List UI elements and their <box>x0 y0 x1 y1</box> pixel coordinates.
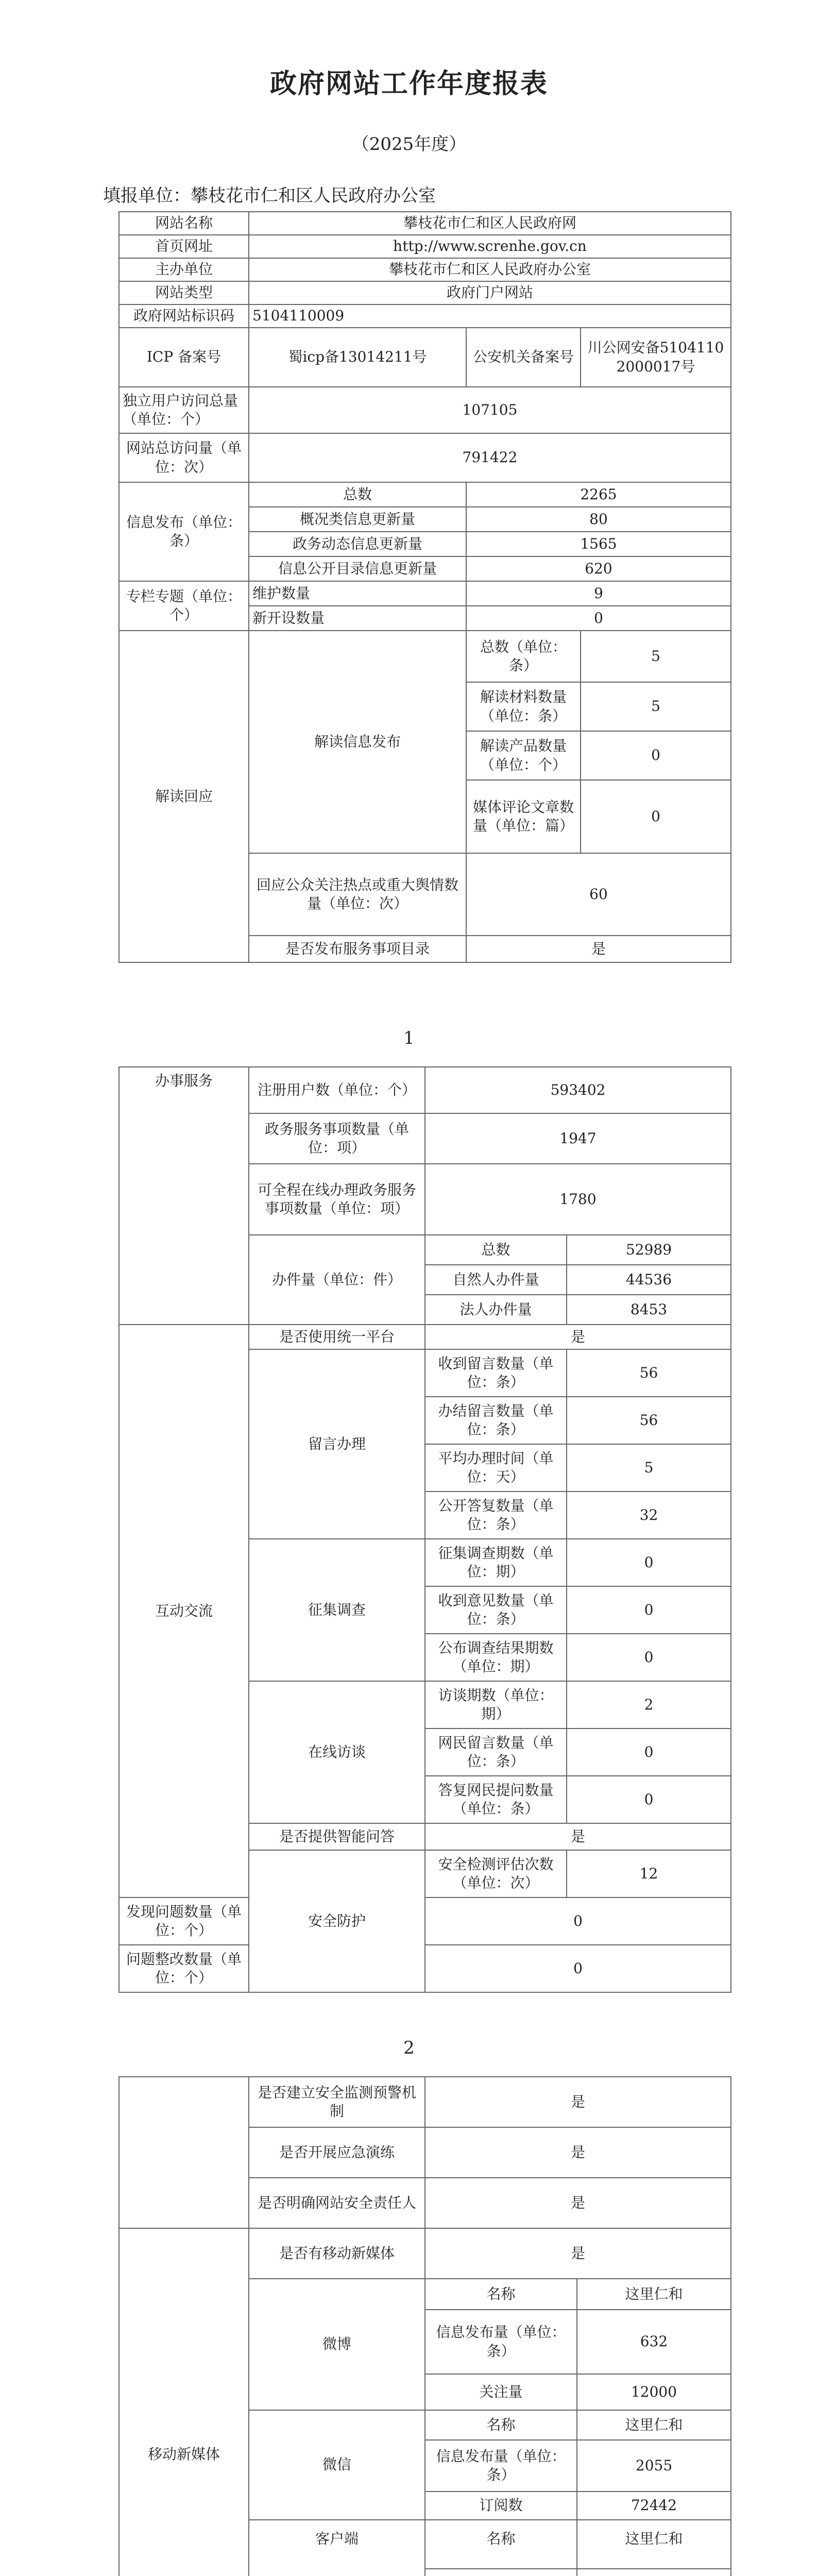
survey-pub-label: 公布调查结果期数（单位：期） <box>425 1634 567 1681</box>
app-pub-value <box>577 2569 731 2576</box>
monitor-label: 是否建立安全监测预警机制 <box>249 2077 425 2127</box>
page-number-2: 2 <box>403 2038 415 2058</box>
security-section-label: 安全防护 <box>249 1850 425 1992</box>
pv-label: 网站总访问量（单位：次） <box>119 433 249 482</box>
survey-recv-label: 收到意见数量（单位：条） <box>425 1586 567 1634</box>
sec-found-label: 发现问题数量（单位：个） <box>119 1897 249 1945</box>
site-code-label: 政府网站标识码 <box>119 304 249 328</box>
host-label: 主办单位 <box>119 258 249 281</box>
report-table-page1 <box>118 211 731 963</box>
sec-fixed-label: 问题整改数量（单位：个） <box>119 1945 249 1992</box>
interpret-material-label: 解读材料数量（单位：条） <box>466 682 581 731</box>
msg-recv-value: 56 <box>567 1349 731 1397</box>
weibo-name-label: 名称 <box>425 2279 577 2310</box>
service-section-label: 办事服务 <box>119 1067 249 1325</box>
wechat-label: 微信 <box>249 2410 425 2520</box>
site-name-value: 攀枝花市仁和区人民政府网 <box>249 212 731 235</box>
info-open-value: 620 <box>466 556 731 581</box>
weibo-fans-value: 12000 <box>577 2374 731 2410</box>
survey-section-label: 征集调查 <box>249 1539 425 1681</box>
interpret-total-value: 5 <box>581 631 731 682</box>
duty-label: 是否明确网站安全责任人 <box>249 2178 425 2228</box>
msg-time-label: 平均办理时间（单位：天） <box>425 1444 567 1492</box>
msg-time-value: 5 <box>567 1444 731 1492</box>
wechat-sub-label: 订阅数 <box>425 2492 577 2520</box>
platform-value: 是 <box>425 1325 731 1349</box>
interpret-respond-value: 60 <box>466 853 731 936</box>
weibo-fans-label: 关注量 <box>425 2374 577 2410</box>
survey-n-label: 征集调查期数（单位：期） <box>425 1539 567 1586</box>
interpret-media-value: 0 <box>581 780 731 853</box>
media-has-label: 是否有移动新媒体 <box>249 2228 425 2279</box>
info-section-label: 信息发布（单位：条） <box>119 482 249 581</box>
icp-value: 蜀icp备13014211号 <box>249 328 466 387</box>
sec-found-value: 0 <box>425 1897 731 1945</box>
wechat-pub-label: 信息发布量（单位：条） <box>425 2440 577 2492</box>
service-items-label: 政务服务事项数量（单位：项） <box>249 1113 425 1164</box>
duty-value: 是 <box>425 2178 731 2228</box>
url-value: http://www.screnhe.gov.cn <box>249 235 731 258</box>
security-continued-label <box>119 2077 249 2228</box>
app-label: 客户端 <box>249 2520 425 2576</box>
interpret-respond-label: 回应公众关注热点或重大舆情数量（单位：次） <box>249 853 466 936</box>
service-handle-label: 办件量（单位：件） <box>249 1235 425 1325</box>
app-name-value: 这里仁和 <box>577 2520 731 2569</box>
pv-value: 791422 <box>249 433 731 482</box>
interpret-total-label: 总数（单位：条） <box>466 631 581 682</box>
handle-person-value: 44536 <box>567 1265 731 1295</box>
wechat-pub-value: 2055 <box>577 2440 731 2492</box>
talk-ans-label: 答复网民提问数量（单位：条） <box>425 1776 567 1823</box>
talk-n-label: 访谈期数（单位：期） <box>425 1681 567 1728</box>
report-table-page3 <box>118 2076 731 2576</box>
monitor-value: 是 <box>425 2077 731 2127</box>
talk-msg-label: 网民留言数量（单位：条） <box>425 1728 567 1776</box>
site-type-value: 政府门户网站 <box>249 281 731 304</box>
police-label: 公安机关备案号 <box>466 328 581 387</box>
uv-label: 独立用户访问总量（单位：个） <box>119 387 249 433</box>
msg-section-label: 留言办理 <box>249 1349 425 1539</box>
police-value: 川公网安备51041102000017号 <box>581 328 731 387</box>
info-news-value: 1565 <box>466 532 731 556</box>
wechat-name-value: 这里仁和 <box>577 2410 731 2440</box>
handle-legal-label: 法人办件量 <box>425 1295 567 1325</box>
drill-value: 是 <box>425 2127 731 2178</box>
interpret-publish-label: 解读信息发布 <box>249 631 466 853</box>
interact-section-label: 互动交流 <box>119 1325 249 1897</box>
drill-label: 是否开展应急演练 <box>249 2127 425 2178</box>
catalog-value: 是 <box>466 936 731 962</box>
site-type-label: 网站类型 <box>119 281 249 304</box>
platform-label: 是否使用统一平台 <box>249 1325 425 1349</box>
page-number-1: 1 <box>403 1028 415 1048</box>
weibo-name-value: 这里仁和 <box>577 2279 731 2310</box>
sec-check-value: 12 <box>567 1850 731 1897</box>
column-new-value: 0 <box>466 606 731 631</box>
site-code-value: 5104110009 <box>249 304 731 328</box>
msg-recv-label: 收到留言数量（单位：条） <box>425 1349 567 1397</box>
app-pub-label <box>425 2569 577 2576</box>
handle-legal-value: 8453 <box>567 1295 731 1325</box>
info-news-label: 政务动态信息更新量 <box>249 532 466 556</box>
info-overview-value: 80 <box>466 507 731 532</box>
app-name-label: 名称 <box>425 2520 577 2569</box>
interpret-product-label: 解读产品数量（单位：个） <box>466 731 581 780</box>
survey-n-value: 0 <box>567 1539 731 1586</box>
service-online-label: 可全程在线办理政务服务事项数量（单位：项） <box>249 1164 425 1235</box>
wechat-name-label: 名称 <box>425 2410 577 2440</box>
reporting-unit: 填报单位：攀枝花市仁和区人民政府办公室 <box>103 185 436 206</box>
msg-done-value: 56 <box>567 1397 731 1444</box>
uv-value: 107105 <box>249 387 731 433</box>
interpret-section-label: 解读回应 <box>119 631 249 962</box>
survey-pub-value: 0 <box>567 1634 731 1681</box>
info-total-label: 总数 <box>249 482 466 507</box>
report-table-page2 <box>118 1066 731 1993</box>
weibo-pub-value: 632 <box>577 2310 731 2374</box>
info-total-value: 2265 <box>466 482 731 507</box>
survey-recv-value: 0 <box>567 1586 731 1634</box>
report-year: （2025年度） <box>351 134 467 155</box>
interpret-product-value: 0 <box>581 731 731 780</box>
column-maintain-value: 9 <box>466 581 731 606</box>
catalog-label: 是否发布服务事项目录 <box>249 936 466 962</box>
info-overview-label: 概况类信息更新量 <box>249 507 466 532</box>
talk-section-label: 在线访谈 <box>249 1681 425 1823</box>
service-users-label: 注册用户数（单位：个） <box>249 1067 425 1113</box>
talk-msg-value: 0 <box>567 1728 731 1776</box>
icp-label: ICP 备案号 <box>119 328 249 387</box>
service-online-value: 1780 <box>425 1164 731 1235</box>
handle-person-label: 自然人办件量 <box>425 1265 567 1295</box>
column-maintain-label: 维护数量 <box>249 581 466 606</box>
weibo-label: 微博 <box>249 2279 425 2410</box>
weibo-pub-label: 信息发布量（单位：条） <box>425 2310 577 2374</box>
interpret-material-value: 5 <box>581 682 731 731</box>
handle-total-value: 52989 <box>567 1235 731 1265</box>
sec-check-label: 安全检测评估次数（单位：次） <box>425 1850 567 1897</box>
media-has-value: 是 <box>425 2228 731 2279</box>
url-label: 首页网址 <box>119 235 249 258</box>
msg-pub-value: 32 <box>567 1492 731 1539</box>
ai-value: 是 <box>425 1823 731 1850</box>
talk-ans-value: 0 <box>567 1776 731 1823</box>
column-new-label: 新开设数量 <box>249 606 466 631</box>
media-section-label: 移动新媒体 <box>119 2228 249 2576</box>
host-value: 攀枝花市仁和区人民政府办公室 <box>249 258 731 281</box>
sec-fixed-value: 0 <box>425 1945 731 1992</box>
service-users-value: 593402 <box>425 1067 731 1113</box>
page-title: 政府网站工作年度报表 <box>269 68 548 99</box>
handle-total-label: 总数 <box>425 1235 567 1265</box>
info-open-label: 信息公开目录信息更新量 <box>249 556 466 581</box>
interpret-media-label: 媒体评论文章数量（单位：篇） <box>466 780 581 853</box>
wechat-sub-value: 72442 <box>577 2492 731 2520</box>
msg-done-label: 办结留言数量（单位：条） <box>425 1397 567 1444</box>
service-items-value: 1947 <box>425 1113 731 1164</box>
msg-pub-label: 公开答复数量（单位：条） <box>425 1492 567 1539</box>
ai-label: 是否提供智能问答 <box>249 1823 425 1850</box>
site-name-label: 网站名称 <box>119 212 249 235</box>
column-section-label: 专栏专题（单位：个） <box>119 581 249 631</box>
talk-n-value: 2 <box>567 1681 731 1728</box>
